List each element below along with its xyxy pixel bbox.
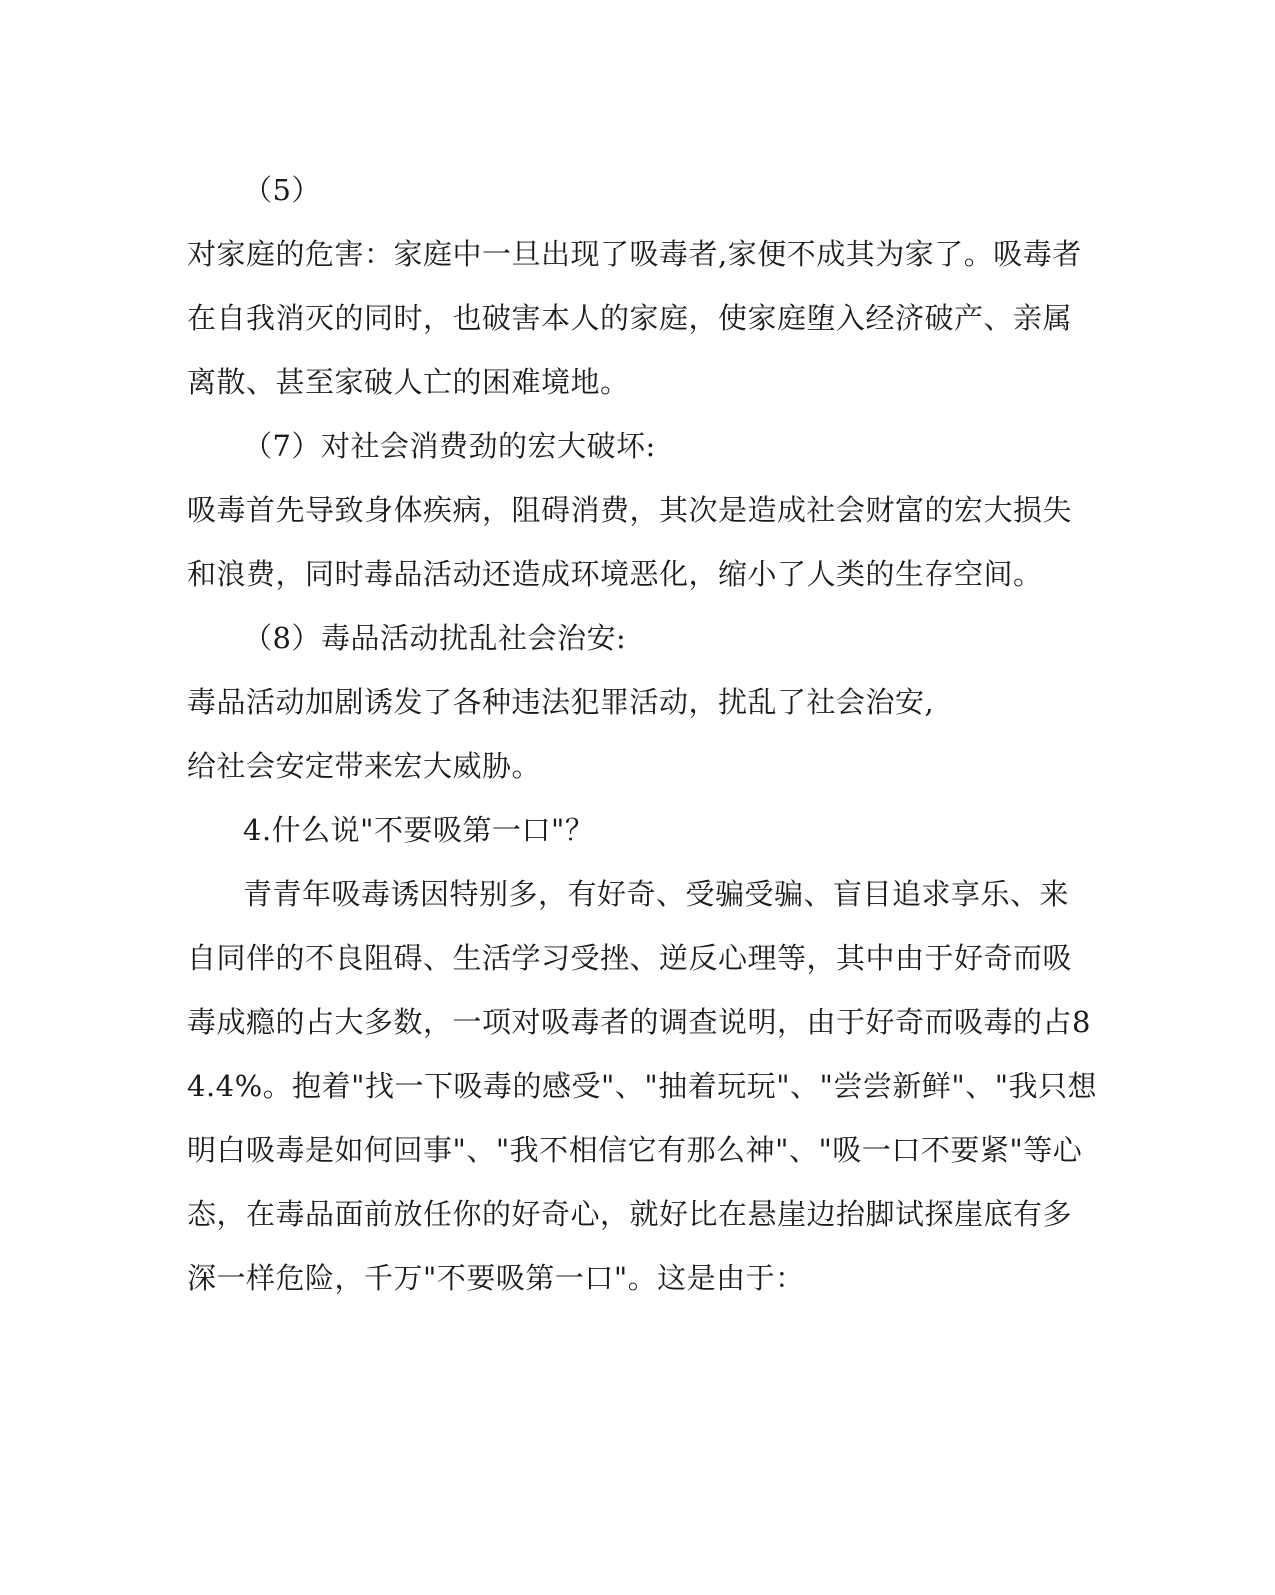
- paragraph-line: 吸毒首先导致身体疾病，阻碍消费，其次是造成社会财富的宏大损失: [187, 493, 1073, 527]
- paragraph-line: 离散、甚至家破人亡的困难境地。: [187, 365, 630, 399]
- section-heading: 4.什么说"不要吸第一口"？: [243, 813, 595, 847]
- paragraph-line: 和浪费，同时毒品活动还造成环境恶化，缩小了人类的生存空间。: [187, 557, 1043, 591]
- paragraph-line: 给社会安定带来宏大威胁。: [187, 749, 542, 783]
- paragraph-line: 青青年吸毒诱因特别多，有好奇、受骗受骗、盲目追求享乐、来: [243, 877, 1070, 911]
- section-heading: （8）毒品活动扰乱社会治安:: [243, 621, 627, 655]
- paragraph-line: 4.4%。抱着"找一下吸毒的感受"、"抽着玩玩"、"尝尝新鲜"、"我只想: [187, 1069, 1098, 1103]
- paragraph-line: 对家庭的危害：家庭中一旦出现了吸毒者,家便不成其为家了。吸毒者: [187, 237, 1082, 271]
- paragraph-line: 深一样危险，千万"不要吸第一口"。这是由于：: [187, 1261, 805, 1295]
- paragraph-line: 明白吸毒是如何回事"、"我不相信它有那么神"、"吸一口不要紧"等心: [187, 1133, 1083, 1167]
- paragraph-line: 自同伴的不良阻碍、生活学习受挫、逆反心理等，其中由于好奇而吸: [187, 941, 1073, 975]
- paragraph-line: 毒品活动加剧诱发了各种违法犯罪活动，扰乱了社会治安,: [187, 685, 935, 719]
- paragraph-line: 在自我消灭的同时，也破害本人的家庭，使家庭堕入经济破产、亲属: [187, 301, 1073, 335]
- paragraph-line: 态，在毒品面前放任你的好奇心，就好比在悬崖边抬脚试探崖底有多: [187, 1197, 1073, 1231]
- paragraph-line: （5）: [243, 173, 321, 207]
- section-heading: （7）对社会消费劲的宏大破坏:: [243, 429, 656, 463]
- paragraph-line: 毒成瘾的占大多数，一项对吸毒者的调查说明，由于好奇而吸毒的占8: [187, 1005, 1091, 1039]
